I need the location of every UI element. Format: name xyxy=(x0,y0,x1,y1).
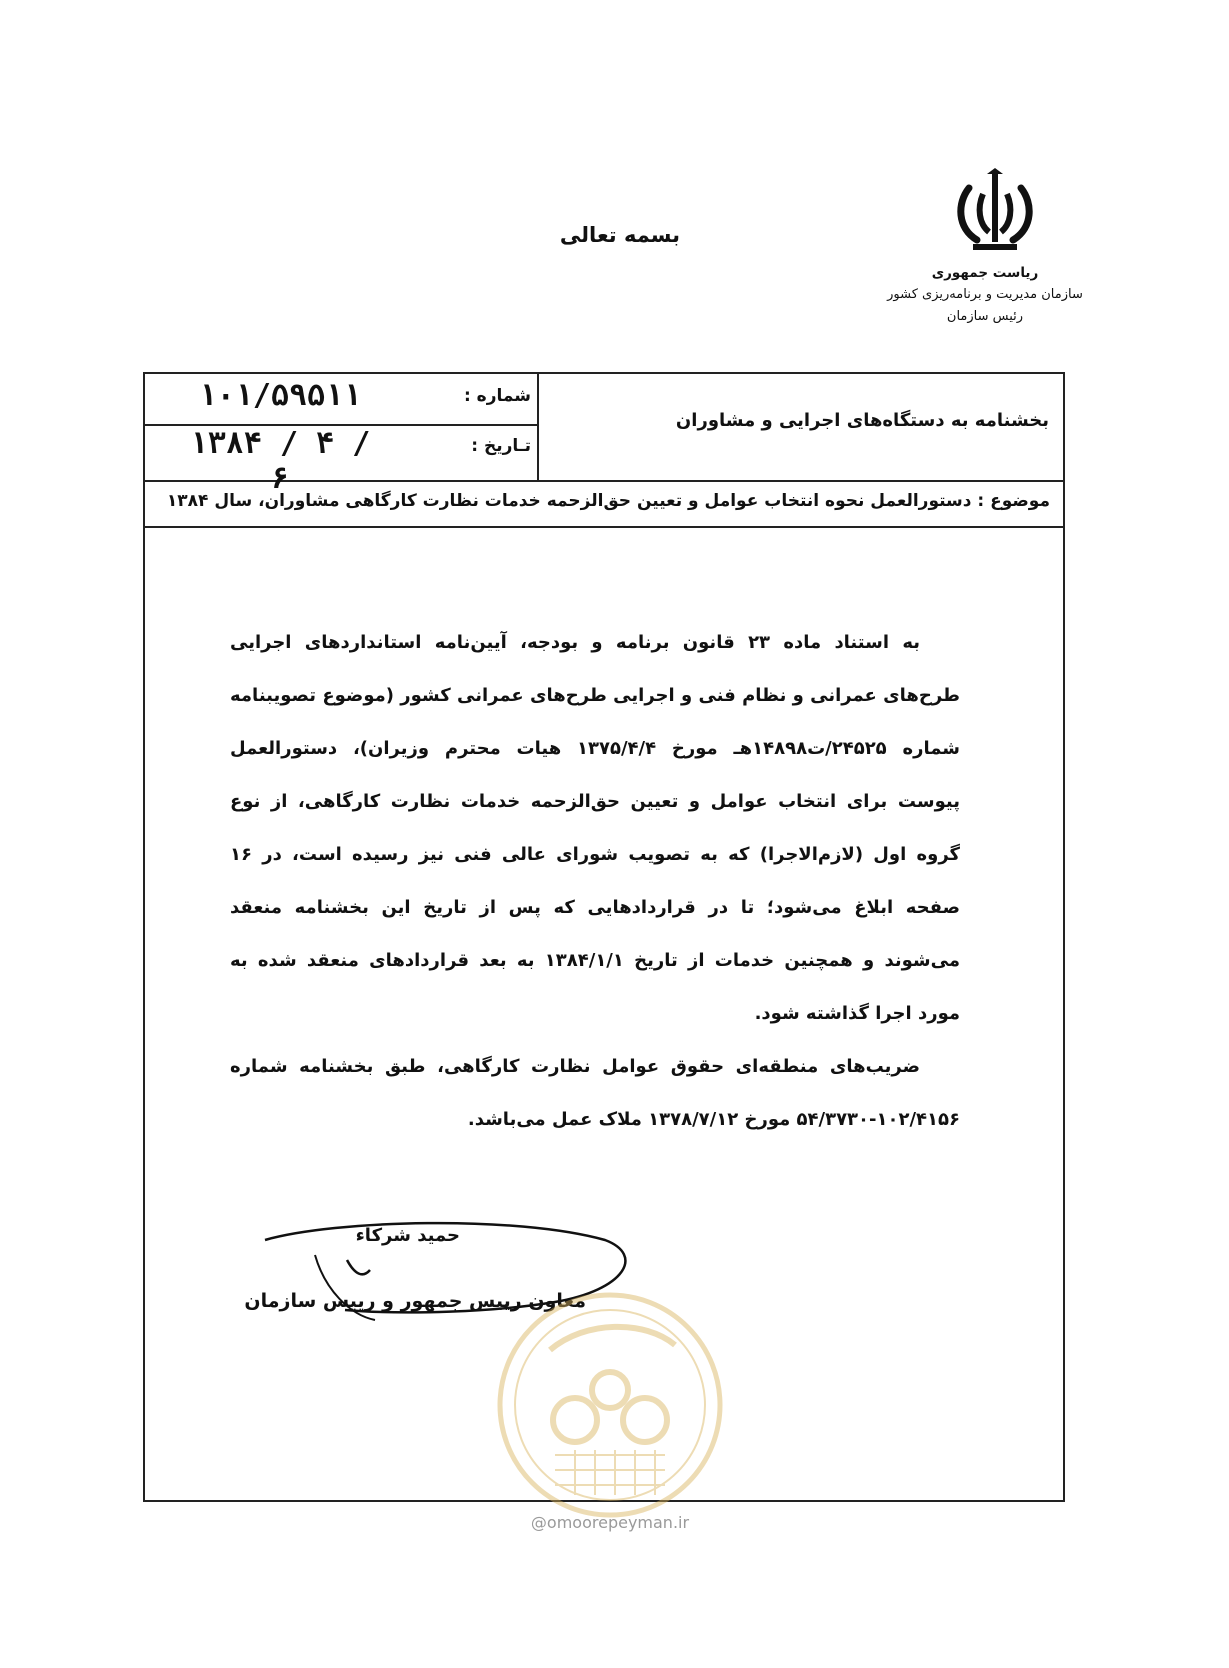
letter-subject: موضوع : دستورالعمل نحوه انتخاب عوامل و تعیین حق‌الزحمه خدمات نظارت کارگاهی مشاوران، سال ۱۳۸۴ xyxy=(166,491,1050,511)
body-paragraph-2: ضریب‌های منطقه‌ای حقوق عوامل نظارت کارگاهی، طبق بخشنامه شماره ۱۰۲/۴۱۵۶-۵۴/۳۷۳۰ مورخ ۱۳۷۸/۷/۱۲ ملاک عمل می‌باشد. xyxy=(230,1056,960,1130)
signatory-name: حمید شرکاء xyxy=(355,1225,460,1246)
date-value: ۱۳۸۴ / ۴ / ۶ xyxy=(189,426,371,496)
iran-emblem-icon xyxy=(955,168,1035,258)
org-line-head: رئیس سازمان xyxy=(946,309,1024,324)
number-value: ۱۰۱/۵۹۵۱۱ xyxy=(198,378,362,413)
basmala-heading: بسمه تعالی xyxy=(559,223,681,247)
number-label: شماره : xyxy=(463,386,531,406)
letter-header-box xyxy=(145,374,1063,496)
org-line-organization: سازمان مدیریت و برنامه‌ریزی کشور xyxy=(887,287,1083,302)
body-paragraph-1: به استناد ماده ۲۳ قانون برنامه و بودجه، آیین‌نامه استانداردهای اجرایی طرح‌های عمرانی و نظام فنی و اجرایی طرح‌های عمرانی کشور (موضوع تصویبنامه شماره ۲۴۵۲۵/ت۱۴۸۹۸هـ مورخ ۱۳۷۵/۴/۴ هیات محترم وزیران)، دستورالعمل پیوست برای انتخاب عوامل و تعیین حق‌الزحمه خدمات نظارت کارگاهی، از نوع گروه اول (لازم‌الاجرا) که به تصویب شورای عالی فنی نیز رسیده است، در ۱۶ صفحه ابلاغ می‌شود؛ تا در قراردادهایی که پس از تاریخ این بخشنامه منعقد می‌شوند و همچنین خدمات از تاریخ ۱۳۸۴/۱/۱ به بعد قراردادهای منعقد شده به مورد اجرا گذاشته شود. xyxy=(230,632,960,1024)
signatory-title: معاون رییس جمهور و رییس سازمان xyxy=(244,1290,586,1312)
letter-addressee: بخشنامه به دستگاه‌های اجرایی و مشاوران xyxy=(675,410,1049,431)
org-line-presidency: ریاست جمهوری xyxy=(931,265,1039,281)
omoore-peyman-stamp xyxy=(495,1290,725,1520)
subject-row xyxy=(145,480,1063,528)
watermark-text: @omoorepeyman.ir xyxy=(530,1513,690,1532)
date-label: تـاریخ : xyxy=(471,436,531,456)
letter-body xyxy=(230,616,960,1146)
organization-header xyxy=(880,262,1090,328)
header-divider-vertical xyxy=(537,374,539,480)
